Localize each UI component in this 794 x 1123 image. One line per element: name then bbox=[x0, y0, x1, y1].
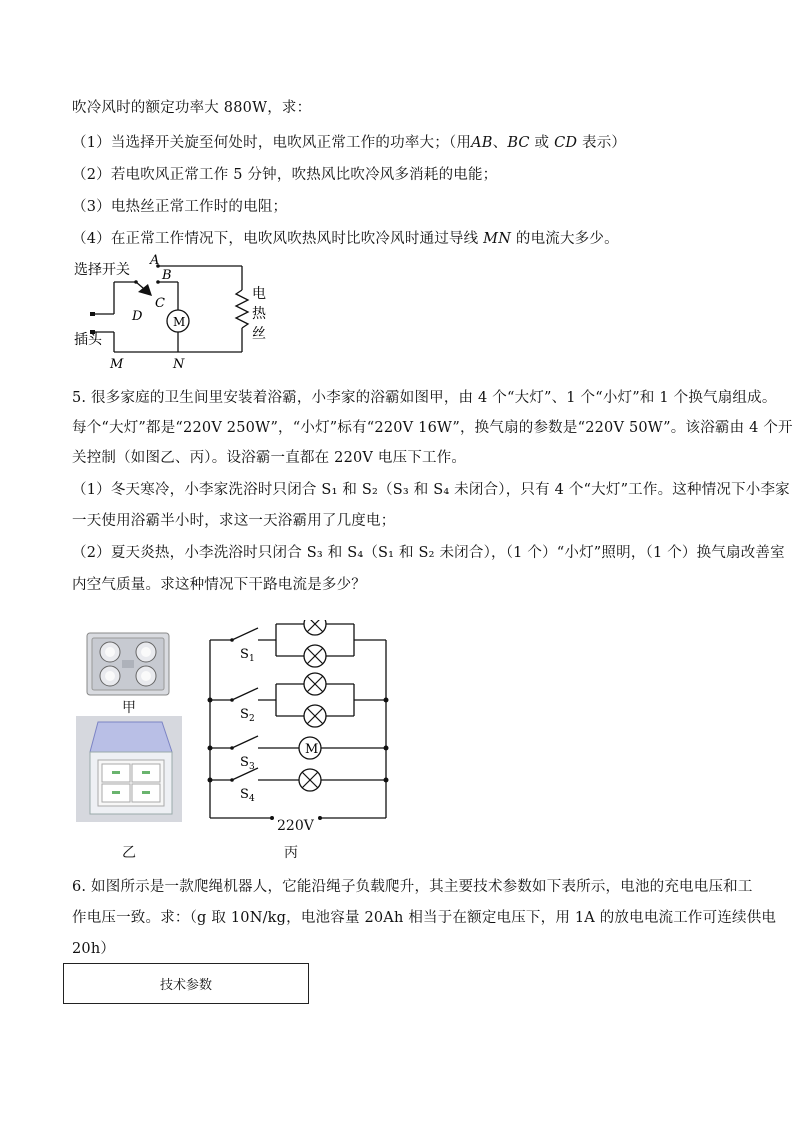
label-n: N bbox=[173, 357, 185, 372]
figure-jia-label: 甲 bbox=[122, 700, 136, 716]
bath-heater-circuit-diagram bbox=[200, 620, 400, 820]
q4-item-1: （1）当选择开关旋至何处时，电吹风正常工作的功率大；（用AB、BC 或 CD 表示） bbox=[72, 135, 627, 151]
label-d: D bbox=[132, 309, 143, 324]
q6-line-3: 20h） bbox=[72, 941, 116, 957]
hair-dryer-circuit-diagram bbox=[70, 252, 280, 374]
heater-label-2: 热 bbox=[252, 306, 266, 322]
q4-intro: 吹冷风时的额定功率大 880W，求： bbox=[72, 100, 312, 116]
voltage-label: 220V bbox=[277, 818, 314, 834]
figure-bing-label: 丙 bbox=[284, 845, 298, 861]
q4-item-4: （4）在正常工作情况下，电吹风吹热风时比吹冷风时通过导线 MN 的电流大多少。 bbox=[72, 231, 619, 247]
plug-label: 插头 bbox=[74, 332, 102, 348]
tech-params-table-header: 技术参数 bbox=[63, 963, 309, 1004]
label-a: A bbox=[150, 253, 160, 268]
q5-line-4: （1）冬天寒冷，小李家洗浴时只闭合 S₁ 和 S₂（S₃ 和 S₄ 未闭合），只有 4 个“大灯”工作。这种情况下小李家 bbox=[72, 482, 790, 498]
label-c: C bbox=[155, 296, 165, 311]
switch-label: 选择开关 bbox=[74, 262, 130, 278]
q5-line-7: 内空气质量。求这种情况下干路电流是多少？ bbox=[72, 577, 366, 593]
heater-label-1: 电 bbox=[252, 286, 266, 302]
switch-s2-label: S bbox=[240, 707, 249, 722]
label-b: B bbox=[162, 268, 172, 283]
q6-line-2: 作电压一致。求：（g 取 10N/kg，电池容量 20Ah 相当于在额定电压下，用 1A 的放电电流工作可连续供电 bbox=[72, 910, 777, 926]
switch-s1-label: S bbox=[240, 647, 249, 662]
switch-s1-sub: 1 bbox=[249, 654, 255, 664]
label-m: M bbox=[110, 357, 124, 372]
switch-s4-sub: 4 bbox=[249, 794, 255, 804]
motor-m-symbol: M bbox=[305, 742, 319, 757]
bath-heater-photo bbox=[86, 632, 170, 696]
q5-line-5: 一天使用浴霸半小时，求这一天浴霸用了几度电； bbox=[72, 513, 396, 529]
motor-symbol: M bbox=[173, 315, 186, 329]
figure-yi-label: 乙 bbox=[122, 845, 136, 861]
switch-s2-sub: 2 bbox=[249, 714, 255, 724]
switch-s3-sub: 3 bbox=[249, 762, 255, 772]
switch-s4-label: S bbox=[240, 787, 249, 802]
switch-panel-photo bbox=[76, 716, 182, 822]
q5-line-2: 每个“大灯”都是“220V 250W”，“小灯”标有“220V 16W”，换气扇的参数是“220V 50W”。该浴霸由 4 个开 bbox=[72, 420, 793, 436]
q4-item-3: （3）电热丝正常工作时的电阻； bbox=[72, 199, 288, 215]
q5-line-6: （2）夏天炎热，小李洗浴时只闭合 S₃ 和 S₄（S₁ 和 S₂ 未闭合），（1 个）“小灯”照明，（1 个）换气扇改善室 bbox=[72, 545, 785, 561]
q6-line-1: 6. 如图所示是一款爬绳机器人，它能沿绳子负载爬升，其主要技术参数如下表所示，电池的充电电压和工 bbox=[72, 879, 753, 895]
heater-label-3: 丝 bbox=[252, 326, 266, 342]
switch-s3-label: S bbox=[240, 755, 249, 770]
q5-line-3: 关控制（如图乙、丙）。设浴霸一直都在 220V 电压下工作。 bbox=[72, 450, 467, 466]
q4-item-2: （2）若电吹风正常工作 5 分钟，吹热风比吹冷风多消耗的电能； bbox=[72, 167, 498, 183]
q5-line-1: 5. 很多家庭的卫生间里安装着浴霸，小李家的浴霸如图甲，由 4 个“大灯”、1 个“小灯”和 1 个换气扇组成。 bbox=[72, 390, 777, 406]
